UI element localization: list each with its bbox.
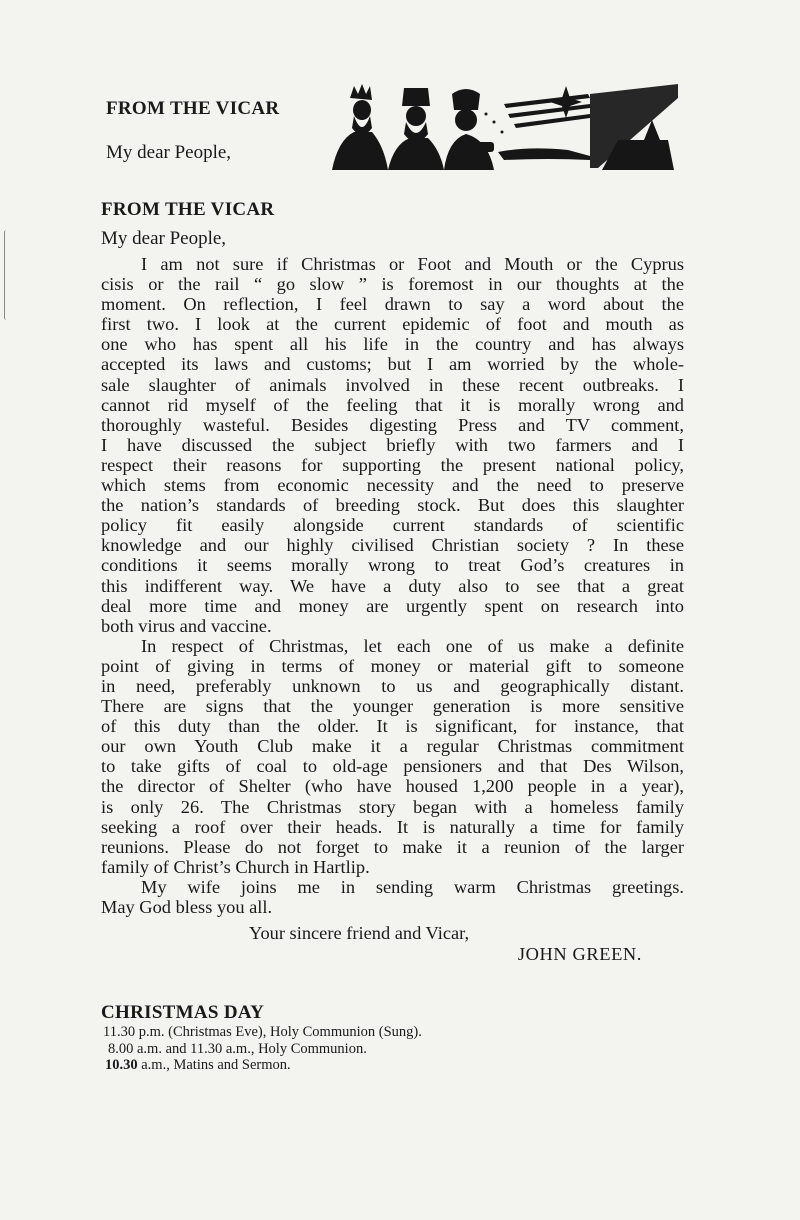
letter-line: I am not sure if Christmas or Foot and Mouth or the Cyprus xyxy=(141,254,684,274)
letter-line: knowledge and our highly civilised Christian society ? In these xyxy=(101,535,684,556)
letter-line: moment. On reflection, I feel drawn to say a word about the xyxy=(101,294,684,315)
three-kings-illustration-icon xyxy=(328,80,680,172)
letter-line: respect their reasons for supporting the present national policy, xyxy=(101,454,684,475)
page-edge-mark xyxy=(4,230,9,320)
letter-line: My wife joins me in sending warm Christmas greetings. xyxy=(141,876,684,897)
letter-closing: Your sincere friend and Vicar, xyxy=(249,923,470,943)
letter-line: family of Christ’s Church in Hartlip. xyxy=(101,856,370,877)
letter-body xyxy=(101,254,684,917)
letter-line: both virus and vaccine. xyxy=(101,615,272,636)
letter-line: which stems from economic necessity and the need to preserve xyxy=(101,475,684,496)
service-time: 8.00 xyxy=(108,1040,134,1057)
services-list xyxy=(103,1024,422,1074)
letter-line: sale slaughter of animals involved in these recent outbreaks. I xyxy=(101,374,684,395)
letter-line: accepted its laws and customs; but I am worried by the whole- xyxy=(101,354,684,375)
service-item xyxy=(103,1024,422,1041)
letter-line: first two. I look at the current epidemic of foot and mouth as xyxy=(101,314,684,335)
letter-line: In respect of Christmas, let each one of us make a definite xyxy=(141,635,684,656)
service-description: a.m. and 11.30 a.m., Holy Communion. xyxy=(133,1040,367,1057)
top-header-title: FROM THE VICAR xyxy=(106,98,280,119)
letter-heading: FROM THE VICAR xyxy=(101,199,275,220)
letter-line: policy fit easily alongside current standards of scientific xyxy=(101,515,684,536)
letter-line: our own Youth Club make it a regular Christmas commitment xyxy=(101,736,684,757)
service-time: 10.30 xyxy=(105,1057,138,1073)
service-item xyxy=(103,1041,422,1058)
letter-line: thoroughly wasteful. Besides digesting Press and TV comment, xyxy=(101,414,684,435)
service-time: 11.30 xyxy=(103,1024,136,1040)
letter-line: reunions. Please do not forget to make it a reunion of the larger xyxy=(101,836,684,857)
letter-line: this indifferent way. We have a duty also to see that a great xyxy=(101,575,684,596)
letter-line: to take gifts of coal to old-age pensioners and that Des Wilson, xyxy=(101,756,684,777)
letter-line: conditions it seems morally wrong to treat God’s creatures in xyxy=(101,555,684,576)
letter-line: cisis or the rail “ go slow ” is foremost in our thoughts at the xyxy=(101,274,684,295)
letter-line: deal more time and money are urgently spent on research into xyxy=(101,595,684,616)
service-description: a.m., Matins and Sermon. xyxy=(137,1057,291,1073)
services-heading: CHRISTMAS DAY xyxy=(101,1002,265,1023)
letter-line: seeking a roof over their heads. It is naturally a time for family xyxy=(101,816,684,837)
letter-line: one who has spent all his life in the country and has always xyxy=(101,334,684,355)
letter-line: is only 26. The Christmas story began with a homeless family xyxy=(101,796,684,817)
letter-line: point of giving in terms of money or material gift to someone xyxy=(101,655,684,676)
letter-signature: JOHN GREEN. xyxy=(517,944,642,964)
letter-line: cannot rid myself of the feeling that it is morally wrong and xyxy=(101,394,684,415)
top-header-greeting: My dear People, xyxy=(106,142,232,163)
letter-line: of this duty than the older. It is significant, for instance, that xyxy=(101,716,684,737)
service-item xyxy=(103,1057,422,1074)
letter-line: May God bless you all. xyxy=(101,897,273,917)
letter-line: the director of Shelter (who have housed 1,200 people in a year), xyxy=(101,776,684,797)
letter-line: the nation’s standards of breeding stock. But does this slaughter xyxy=(101,495,684,516)
letter-line: There are signs that the younger generation is more sensitive xyxy=(101,696,684,717)
letter-line: in need, preferably unknown to us and geographically distant. xyxy=(101,675,684,696)
letter-line: I have discussed the subject briefly with two farmers and I xyxy=(101,434,684,455)
service-description: p.m. (Christmas Eve), Holy Communion (Sung). xyxy=(135,1024,422,1040)
letter-greeting: My dear People, xyxy=(101,228,227,249)
